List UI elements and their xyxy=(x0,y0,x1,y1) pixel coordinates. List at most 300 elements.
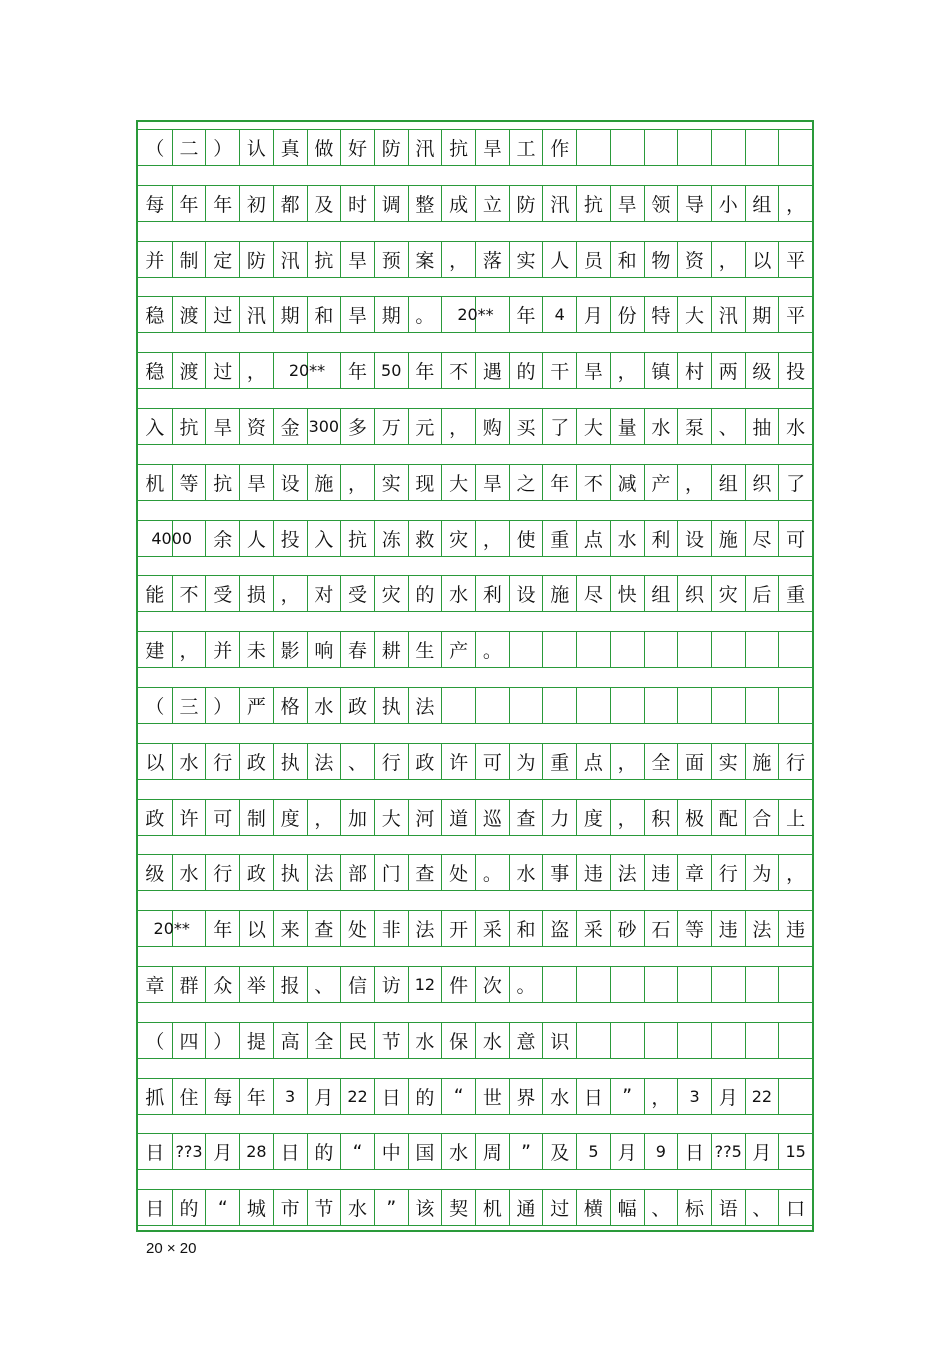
grid-cell: 未 xyxy=(239,632,273,667)
grid-cell: 法 xyxy=(408,688,442,723)
grid-cell: 员 xyxy=(576,242,610,277)
grid-cell: ） xyxy=(205,130,239,165)
grid-cell: 防 xyxy=(239,242,273,277)
grid-cell: 的 xyxy=(408,1079,442,1114)
grid-cell: ” xyxy=(509,1134,543,1169)
grid-cell: ， xyxy=(441,242,475,277)
grid-cell: ” xyxy=(374,1190,408,1225)
grid-cell: 施 xyxy=(745,744,779,779)
grid-cell: 横 xyxy=(576,1190,610,1225)
grid-cell xyxy=(711,130,745,165)
grid-cell: 法 xyxy=(307,855,341,890)
grid-row xyxy=(138,687,812,724)
grid-cell: 抗 xyxy=(205,465,239,500)
grid-row xyxy=(138,296,812,333)
grid-cell: 旱 xyxy=(205,409,239,444)
grid-cell: 处 xyxy=(340,911,374,946)
grid-cell: 防 xyxy=(509,186,543,221)
grid-cell: ， xyxy=(677,465,711,500)
grid-cell: 利 xyxy=(475,576,509,611)
grid-cell: 余 xyxy=(205,521,239,556)
grid-cell: 极 xyxy=(677,800,711,835)
grid-cell: ， xyxy=(172,632,206,667)
grid-cell: 水 xyxy=(172,855,206,890)
grid-cell xyxy=(610,130,644,165)
grid-cell: 28 xyxy=(239,1134,273,1169)
grid-cell: 22 xyxy=(340,1079,374,1114)
grid-cell: 物 xyxy=(644,242,678,277)
grid-cell: 金 xyxy=(273,409,307,444)
grid-cell xyxy=(644,688,678,723)
grid-cell: 采 xyxy=(475,911,509,946)
grid-cell: 章 xyxy=(145,975,165,997)
grid-cell: 干 xyxy=(542,353,576,388)
grid-cell xyxy=(778,688,812,723)
grid-cell xyxy=(677,1023,711,1058)
grid-cell: 查 xyxy=(307,911,341,946)
grid-cell: 四 xyxy=(172,1023,206,1058)
grid-cell: 人 xyxy=(239,521,273,556)
grid-cell: 了 xyxy=(542,409,576,444)
grid-cell: 组 xyxy=(644,576,678,611)
grid-cell: 了 xyxy=(778,465,812,500)
grid-cell: 不 xyxy=(172,576,206,611)
grid-cell: 15 xyxy=(778,1134,812,1169)
grid-cell: 界 xyxy=(509,1079,543,1114)
grid-cell: 4000 xyxy=(151,528,193,548)
grid-cell: 世 xyxy=(475,1079,509,1114)
grid-cell: 设 xyxy=(273,465,307,500)
grid-cell xyxy=(441,688,475,723)
grid-cell: 提 xyxy=(239,1023,273,1058)
grid-cell: 施 xyxy=(307,465,341,500)
grid-cell: 。 xyxy=(509,967,543,1002)
grid-cell: 两 xyxy=(711,353,745,388)
grid-cell: 道 xyxy=(441,800,475,835)
grid-cell: 年 xyxy=(408,353,442,388)
grid-cell: （ xyxy=(145,696,165,718)
grid-cell: 违 xyxy=(711,911,745,946)
grid-cell: 民 xyxy=(340,1023,374,1058)
grid-cell: 巡 xyxy=(475,800,509,835)
grid-cell: ， xyxy=(340,465,374,500)
grid-cell xyxy=(644,632,678,667)
grid-cell xyxy=(745,1023,779,1058)
grid-cell: 汛 xyxy=(273,242,307,277)
grid-cell: 之 xyxy=(509,465,543,500)
grid-cell: 国 xyxy=(408,1134,442,1169)
grid-cell xyxy=(644,967,678,1002)
grid-cell: 周 xyxy=(475,1134,509,1169)
grid-cell: 水 xyxy=(610,521,644,556)
grid-cell: 为 xyxy=(745,855,779,890)
grid-cell: 日 xyxy=(145,1198,165,1221)
grid-cell: 三 xyxy=(172,688,206,723)
grid-cell: 抗 xyxy=(576,186,610,221)
grid-cell: 水 xyxy=(172,744,206,779)
grid-cell xyxy=(711,967,745,1002)
grid-cell: 初 xyxy=(239,186,273,221)
grid-cell: 法 xyxy=(745,911,779,946)
grid-cell: 利 xyxy=(644,521,678,556)
grid-cell: 保 xyxy=(441,1023,475,1058)
grid-cell: 减 xyxy=(610,465,644,500)
grid-cell: “ xyxy=(340,1134,374,1169)
grid-cell: 节 xyxy=(307,1190,341,1225)
grid-cell: 上 xyxy=(778,800,812,835)
grid-cell: 使 xyxy=(509,521,543,556)
grid-cell: 5 xyxy=(576,1134,610,1169)
grid-cell xyxy=(677,130,711,165)
grid-cell: 二 xyxy=(172,130,206,165)
grid-cell: 月 xyxy=(205,1134,239,1169)
grid-cell: 级 xyxy=(145,863,165,886)
grid-cell xyxy=(576,632,610,667)
grid-cell: 真 xyxy=(273,130,307,165)
grid-cell: 3 xyxy=(677,1079,711,1114)
grid-cell: 灾 xyxy=(441,521,475,556)
grid-cell: 织 xyxy=(677,576,711,611)
grid-cell: 、 xyxy=(711,409,745,444)
grid-cell xyxy=(711,632,745,667)
grid-cell: ， xyxy=(778,855,812,890)
grid-cell: 组 xyxy=(745,186,779,221)
grid-cell: 水 xyxy=(441,1134,475,1169)
grid-cell: 格 xyxy=(273,688,307,723)
grid-cell: 水 xyxy=(644,409,678,444)
grid-cell: 重 xyxy=(778,576,812,611)
grid-cell: 开 xyxy=(441,911,475,946)
grid-cell: 领 xyxy=(644,186,678,221)
grid-cell: 落 xyxy=(475,242,509,277)
grid-cell: 重 xyxy=(542,521,576,556)
grid-cell: 过 xyxy=(205,297,239,332)
grid-cell: 人 xyxy=(542,242,576,277)
grid-cell: 幅 xyxy=(610,1190,644,1225)
grid-cell xyxy=(610,967,644,1002)
grid-cell xyxy=(745,967,779,1002)
grid-cell: 年 xyxy=(172,186,206,221)
grid-cell: 旱 xyxy=(610,186,644,221)
grid-cell: 每 xyxy=(145,193,165,216)
grid-cell: 级 xyxy=(745,353,779,388)
grid-cell: 平 xyxy=(778,297,812,332)
grid-cell: 月 xyxy=(307,1079,341,1114)
grid-cell: 月 xyxy=(745,1134,779,1169)
grid-cell xyxy=(610,688,644,723)
grid-cell: ， xyxy=(711,242,745,277)
grid-cell: 水 xyxy=(778,409,812,444)
grid-cell xyxy=(509,688,543,723)
grid-cell: ??3 xyxy=(172,1134,206,1169)
manuscript-grid xyxy=(136,120,814,1232)
grid-cell: 口 xyxy=(778,1190,812,1225)
grid-cell: 都 xyxy=(273,186,307,221)
grid-cell: 月 xyxy=(711,1079,745,1114)
grid-cell: 。 xyxy=(475,632,509,667)
grid-cell: 平 xyxy=(778,242,812,277)
grid-cell: 机 xyxy=(145,472,165,495)
grid-cell: 尽 xyxy=(576,576,610,611)
grid-cell: 日 xyxy=(374,1079,408,1114)
grid-cell: 违 xyxy=(576,855,610,890)
grid-cell: 查 xyxy=(408,855,442,890)
grid-cell: ， xyxy=(475,521,509,556)
grid-cell: 22 xyxy=(745,1079,779,1114)
grid-cell: 行 xyxy=(778,744,812,779)
grid-cell: 众 xyxy=(205,967,239,1002)
grid-row xyxy=(138,799,812,836)
grid-cell: 施 xyxy=(542,576,576,611)
grid-cell: 日 xyxy=(677,1134,711,1169)
grid-cell: 受 xyxy=(340,576,374,611)
grid-row xyxy=(138,966,812,1003)
grid-cell: 、 xyxy=(340,744,374,779)
grid-cell: 面 xyxy=(677,744,711,779)
grid-cell: 市 xyxy=(273,1190,307,1225)
grid-cell: 抗 xyxy=(307,242,341,277)
grid-cell: 特 xyxy=(644,297,678,332)
grid-cell: 汛 xyxy=(239,297,273,332)
grid-row xyxy=(138,1078,812,1115)
grid-cell: ） xyxy=(205,688,239,723)
grid-cell: ??5 xyxy=(711,1134,745,1169)
grid-cell: 查 xyxy=(509,800,543,835)
grid-cell: 9 xyxy=(644,1134,678,1169)
grid-cell: 法 xyxy=(307,744,341,779)
grid-cell: ） xyxy=(205,1023,239,1058)
grid-cell xyxy=(576,967,610,1002)
grid-cell: 事 xyxy=(542,855,576,890)
grid-cell: 城 xyxy=(239,1190,273,1225)
grid-cell: ， xyxy=(610,744,644,779)
grid-row xyxy=(138,854,812,891)
grid-cell xyxy=(576,688,610,723)
grid-cell: 、 xyxy=(745,1190,779,1225)
grid-cell: 次 xyxy=(475,967,509,1002)
grid-cell: 建 xyxy=(145,640,165,663)
grid-cell: 砂 xyxy=(610,911,644,946)
grid-cell: 年 xyxy=(340,353,374,388)
grid-cell: 旱 xyxy=(340,297,374,332)
grid-cell: 资 xyxy=(677,242,711,277)
grid-cell: 水 xyxy=(441,576,475,611)
grid-cell: 成 xyxy=(441,186,475,221)
grid-cell: 产 xyxy=(441,632,475,667)
grid-cell: 可 xyxy=(475,744,509,779)
grid-cell: 及 xyxy=(542,1134,576,1169)
grid-cell: 力 xyxy=(542,800,576,835)
grid-cell: 以 xyxy=(239,911,273,946)
grid-cell: 章 xyxy=(677,855,711,890)
grid-row xyxy=(138,631,812,668)
grid-cell: 稳 xyxy=(145,361,165,384)
grid-cell: 4 xyxy=(542,297,576,332)
grid-cell: 水 xyxy=(408,1023,442,1058)
grid-cell: 行 xyxy=(205,744,239,779)
grid-cell: 资 xyxy=(239,409,273,444)
grid-cell: 后 xyxy=(745,576,779,611)
grid-cell: 每 xyxy=(205,1079,239,1114)
grid-cell: 为 xyxy=(509,744,543,779)
grid-cell: 作 xyxy=(542,130,576,165)
grid-cell: 组 xyxy=(711,465,745,500)
grid-cell: 好 xyxy=(340,130,374,165)
grid-cell: 水 xyxy=(340,1190,374,1225)
grid-cell xyxy=(542,967,576,1002)
grid-cell: 通 xyxy=(509,1190,543,1225)
grid-cell: 入 xyxy=(307,521,341,556)
grid-cell: 生 xyxy=(408,632,442,667)
grid-cell: 耕 xyxy=(374,632,408,667)
grid-cell: 政 xyxy=(408,744,442,779)
grid-cell: 工 xyxy=(509,130,543,165)
grid-cell: “ xyxy=(441,1079,475,1114)
grid-cell: ， xyxy=(441,409,475,444)
grid-cell: 门 xyxy=(374,855,408,890)
grid-cell: 等 xyxy=(172,465,206,500)
grid-cell: 法 xyxy=(610,855,644,890)
grid-cell xyxy=(576,1023,610,1058)
grid-cell: 制 xyxy=(172,242,206,277)
grid-cell: 及 xyxy=(307,186,341,221)
grid-cell: 配 xyxy=(711,800,745,835)
grid-cell: 契 xyxy=(441,1190,475,1225)
grid-cell: 期 xyxy=(745,297,779,332)
grid-cell: 标 xyxy=(677,1190,711,1225)
grid-cell: 。 xyxy=(475,855,509,890)
grid-cell: 并 xyxy=(205,632,239,667)
grid-cell xyxy=(778,1079,812,1114)
grid-cell: 的 xyxy=(509,353,543,388)
grid-cell: 月 xyxy=(610,1134,644,1169)
grid-cell: 期 xyxy=(273,297,307,332)
grid-cell: 投 xyxy=(273,521,307,556)
grid-cell: 防 xyxy=(374,130,408,165)
grid-cell: 响 xyxy=(307,632,341,667)
grid-cell: 泵 xyxy=(677,409,711,444)
grid-cell: 日 xyxy=(273,1134,307,1169)
grid-row xyxy=(138,129,812,166)
grid-cell: 水 xyxy=(475,1023,509,1058)
grid-cell: 制 xyxy=(239,800,273,835)
grid-cell: 该 xyxy=(408,1190,442,1225)
grid-cell: 旱 xyxy=(340,242,374,277)
grid-cell: 灾 xyxy=(711,576,745,611)
grid-cell: 执 xyxy=(273,855,307,890)
grid-cell xyxy=(644,1023,678,1058)
grid-cell: ， xyxy=(273,576,307,611)
grid-cell: ， xyxy=(644,1079,678,1114)
grid-cell: 全 xyxy=(644,744,678,779)
grid-cell: 合 xyxy=(745,800,779,835)
grid-cell: 法 xyxy=(408,911,442,946)
grid-cell: 量 xyxy=(610,409,644,444)
grid-cell: 20** xyxy=(273,353,340,388)
grid-cell: 住 xyxy=(172,1079,206,1114)
grid-cell: 点 xyxy=(576,744,610,779)
grid-cell: 识 xyxy=(542,1023,576,1058)
grid-cell: 等 xyxy=(677,911,711,946)
grid-cell xyxy=(745,130,779,165)
grid-cell: 12 xyxy=(408,967,442,1002)
grid-cell: 年 xyxy=(239,1079,273,1114)
grid-cell: 大 xyxy=(677,297,711,332)
grid-row xyxy=(138,1133,812,1170)
grid-cell: 损 xyxy=(239,576,273,611)
grid-cell xyxy=(542,632,576,667)
grid-cell: 旱 xyxy=(576,353,610,388)
grid-row xyxy=(138,1189,812,1226)
grid-cell xyxy=(778,632,812,667)
grid-cell: 产 xyxy=(644,465,678,500)
grid-cell: 村 xyxy=(677,353,711,388)
grid-cell: 不 xyxy=(576,465,610,500)
grid-cell xyxy=(576,130,610,165)
grid-cell xyxy=(778,130,812,165)
grid-cell: 以 xyxy=(745,242,779,277)
grid-cell: 汛 xyxy=(711,297,745,332)
grid-cell: （ xyxy=(145,138,165,160)
grid-row xyxy=(138,1022,812,1059)
grid-cell: 政 xyxy=(340,688,374,723)
grid-cell: 机 xyxy=(475,1190,509,1225)
grid-cell: 可 xyxy=(205,800,239,835)
grid-cell: 购 xyxy=(475,409,509,444)
grid-cell: 中 xyxy=(374,1134,408,1169)
grid-cell: 不 xyxy=(441,353,475,388)
grid-cell: 访 xyxy=(374,967,408,1002)
grid-cell xyxy=(745,632,779,667)
grid-cell: 以 xyxy=(145,751,165,774)
grid-cell: 来 xyxy=(273,911,307,946)
grid-cell: 渡 xyxy=(172,297,206,332)
grid-cell: 政 xyxy=(239,744,273,779)
grid-cell: ， xyxy=(307,800,341,835)
grid-cell: 处 xyxy=(441,855,475,890)
grid-cell: 违 xyxy=(644,855,678,890)
grid-cell: 份 xyxy=(610,297,644,332)
grid-cell: 尽 xyxy=(745,521,779,556)
grid-cell: 定 xyxy=(205,242,239,277)
grid-cell xyxy=(509,632,543,667)
grid-cell: 采 xyxy=(576,911,610,946)
grid-cell: 遇 xyxy=(475,353,509,388)
grid-cell: 举 xyxy=(239,967,273,1002)
grid-cell: 过 xyxy=(205,353,239,388)
grid-cell: 调 xyxy=(374,186,408,221)
grid-cell: 稳 xyxy=(145,305,165,328)
grid-cell: 案 xyxy=(408,242,442,277)
grid-cell: 非 xyxy=(374,911,408,946)
grid-cell: 行 xyxy=(205,855,239,890)
grid-cell: 20** xyxy=(153,919,190,939)
grid-cell: 严 xyxy=(239,688,273,723)
grid-cell: 水 xyxy=(542,1079,576,1114)
grid-cell: 旱 xyxy=(475,465,509,500)
grid-cell: ， xyxy=(239,353,273,388)
grid-cell: 时 xyxy=(340,186,374,221)
grid-cell xyxy=(711,688,745,723)
grid-cell: 投 xyxy=(778,353,812,388)
grid-cell: 过 xyxy=(542,1190,576,1225)
grid-cell: ， xyxy=(610,800,644,835)
grid-cell: 小 xyxy=(711,186,745,221)
grid-cell: 做 xyxy=(307,130,341,165)
grid-cell: “ xyxy=(205,1190,239,1225)
grid-cell: 影 xyxy=(273,632,307,667)
grid-cell: 大 xyxy=(441,465,475,500)
